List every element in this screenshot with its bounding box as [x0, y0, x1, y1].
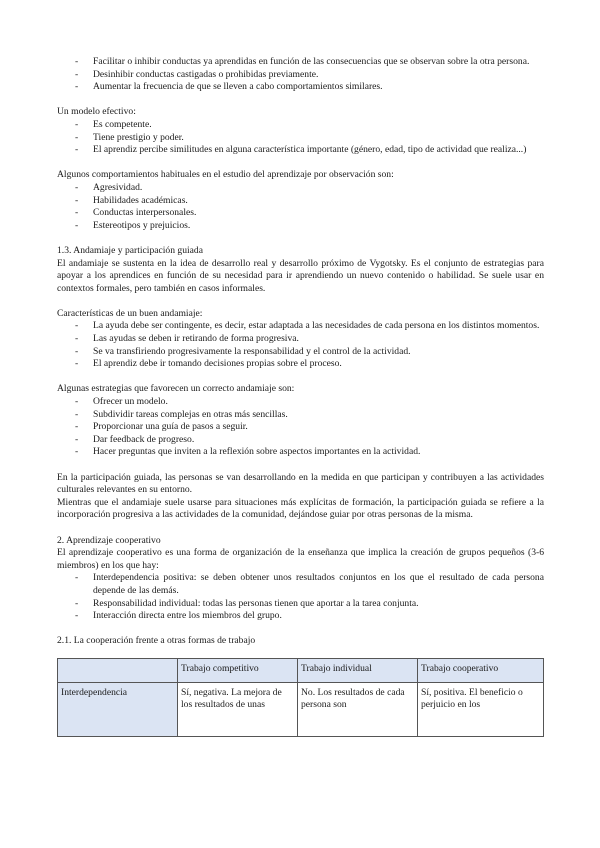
dash-bullet: -	[75, 118, 79, 130]
list-item: - Proporcionar una guía de pasos a seguir.	[75, 421, 248, 433]
dash-bullet: -	[75, 219, 79, 231]
list-item: - Responsabilidad individual: todas las personas tienen que aportar a la tarea conjunta.	[75, 597, 419, 609]
list-item: - Agresividad.	[75, 181, 143, 193]
list-item: - Dar feedback de progreso.	[75, 433, 195, 445]
participacion-paragraph-2: Mientras que el andamiaje suele usarse para situaciones más explícitas de formación, la participación guiada se refiere a la incorporación progresiva a las actividades de la comunidad, dejándose guiar por otras personas de la misma.	[57, 496, 544, 521]
intro-list	[57, 56, 544, 94]
table-header-corner	[58, 658, 178, 682]
dash-bullet: -	[75, 333, 79, 345]
modelo-heading: Un modelo efectivo:	[57, 106, 136, 118]
dash-bullet: -	[75, 181, 79, 193]
comportamientos-list	[57, 182, 544, 232]
list-item: - Conductas interpersonales.	[75, 207, 197, 219]
comparacion-title: 2.1. La cooperación frente a otras formas de trabajo	[57, 635, 256, 647]
cooperativo-paragraph: El aprendizaje cooperativo es una forma de organización de la enseñanza que implica la creación de grupos pequeños (3-6 miembros) en los que hay:	[57, 547, 544, 571]
caracteristicas-list	[57, 320, 544, 370]
dash-bullet: -	[75, 81, 79, 93]
table-header-cell: Trabajo cooperativo	[418, 658, 544, 682]
list-item: - Hacer preguntas que inviten a la reflexión sobre aspectos importantes en la actividad.	[75, 446, 421, 458]
dash-bullet: -	[75, 446, 79, 458]
table-row-label: Interdependencia	[58, 682, 178, 736]
dash-bullet: -	[75, 597, 79, 609]
participacion-paragraph-1: En la participación guiada, las personas se van desarrollando en la medida en que participan y contribuyen a las actividades culturales relevantes en su entorno.	[57, 471, 544, 496]
list-item: - Interacción directa entre los miembros del grupo.	[75, 610, 282, 622]
table-cell: Sí, positiva. El beneficio o perjuicio en los	[418, 682, 544, 736]
table-cell: No. Los resultados de cada persona son	[298, 682, 418, 736]
estrategias-list	[57, 396, 544, 459]
dash-bullet: -	[75, 68, 79, 80]
dash-bullet: -	[75, 610, 79, 622]
dash-bullet: -	[75, 358, 79, 370]
list-item: - Desinhibir conductas castigadas o prohibidas previamente.	[75, 68, 319, 80]
dash-bullet: -	[75, 320, 79, 332]
list-item: - Estereotipos y prejuicios.	[75, 219, 191, 231]
table-header-cell: Trabajo competitivo	[178, 658, 298, 682]
page-content	[57, 56, 544, 737]
dash-bullet: -	[75, 433, 79, 445]
list-item: - Es competente.	[75, 118, 152, 130]
dash-bullet: -	[75, 207, 79, 219]
cooperativo-list	[57, 572, 544, 622]
dash-bullet: -	[75, 421, 79, 433]
list-item: - Se va transfiriendo progresivamente la responsabilidad y el control de la actividad.	[75, 345, 411, 357]
dash-bullet: -	[75, 194, 79, 206]
cooperativo-title: 2. Aprendizaje cooperativo	[57, 534, 161, 546]
dash-bullet: -	[75, 56, 79, 67]
table-header-cell: Trabajo individual	[298, 658, 418, 682]
dash-bullet: -	[75, 144, 79, 156]
andamiaje-title: 1.3. Andamiaje y participación guiada	[57, 244, 203, 256]
list-item: - Subdividir tareas complejas en otras más sencillas.	[75, 408, 288, 420]
list-item: - Ofrecer un modelo.	[75, 396, 168, 408]
andamiaje-paragraph: El andamiaje se sustenta en la idea de desarrollo real y desarrollo próximo de Vygotsky. Es el conjunto de estrategias para apoyar a los aprendices en función de su necesidad para ir aprendiendo un nuevo contenido o habilidad. Se suele usar en contextos formales, pero también en casos informales.	[57, 257, 544, 294]
list-item: - Interdependencia positiva: se deben obtener unos resultados conjuntos en los que el resultado de cada persona depende de las demás.	[75, 572, 544, 596]
caracteristicas-heading: Características de un buen andamiaje:	[57, 307, 203, 319]
dash-bullet: -	[75, 572, 79, 584]
list-item: - Facilitar o inhibir conductas ya aprendidas en función de las consecuencias que se observan sobre la otra persona.	[75, 56, 530, 67]
table-row	[58, 682, 544, 736]
dash-bullet: -	[75, 345, 79, 357]
list-item: - El aprendiz percibe similitudes en alguna característica importante (género, edad, tipo de actividad que realiza...)	[75, 144, 527, 156]
list-item: - Tiene prestigio y poder.	[75, 131, 184, 143]
list-item: - Habilidades académicas.	[75, 194, 188, 206]
table-header-row	[58, 658, 544, 682]
modelo-list	[57, 119, 544, 157]
list-item: - Aumentar la frecuencia de que se lleven a cabo comportamientos similares.	[75, 81, 383, 93]
comparison-table	[57, 658, 544, 737]
dash-bullet: -	[75, 131, 79, 143]
comportamientos-heading: Algunos comportamientos habituales en el estudio del aprendizaje por observación son:	[57, 169, 394, 181]
dash-bullet: -	[75, 408, 79, 420]
table-cell: Sí, negativa. La mejora de los resultados de unas	[178, 682, 298, 736]
list-item: - Las ayudas se deben ir retirando de forma progresiva.	[75, 333, 299, 345]
list-item: - El aprendiz debe ir tomando decisiones propias sobre el proceso.	[75, 358, 342, 370]
list-item: - La ayuda debe ser contingente, es decir, estar adaptada a las necesidades de cada persona en los distintos momentos.	[75, 320, 540, 332]
estrategias-heading: Algunas estrategias que favorecen un correcto andamiaje son:	[57, 383, 295, 395]
dash-bullet: -	[75, 396, 79, 408]
